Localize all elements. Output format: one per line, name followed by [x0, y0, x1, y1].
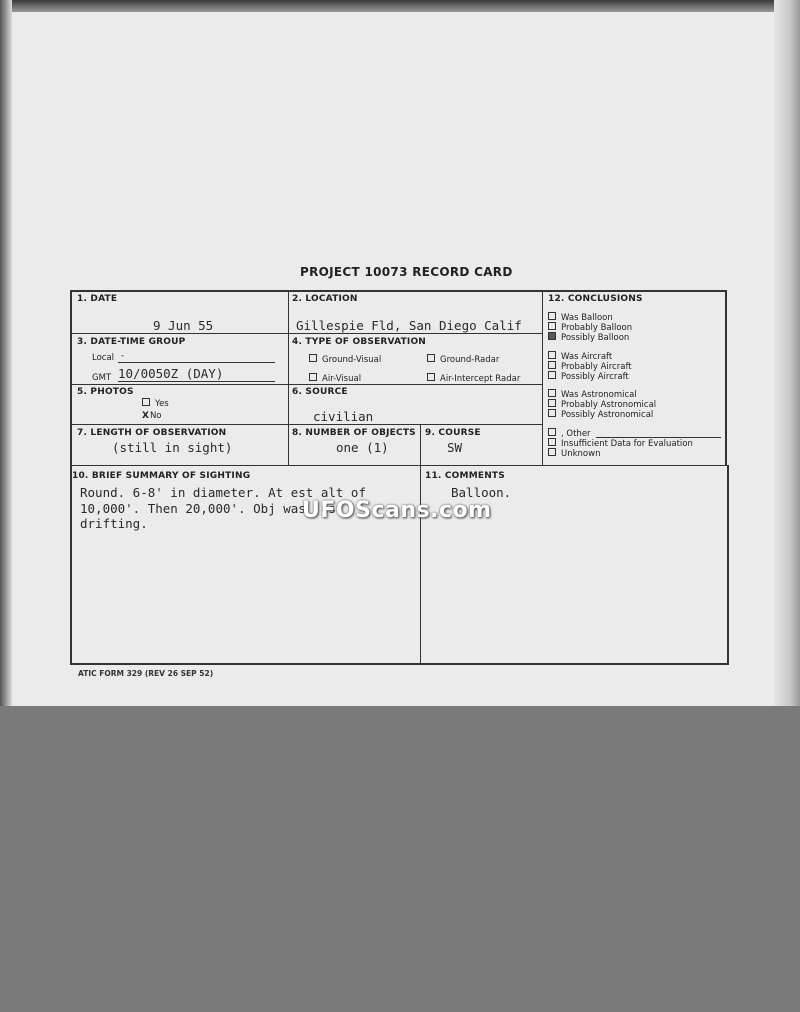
location-label: 2. LOCATION [292, 294, 358, 304]
concl-unknown [548, 448, 600, 459]
photos-no [142, 411, 162, 421]
concl-possibly-aircraft-label: Possibly Aircraft [561, 372, 629, 382]
observation-type-label: 4. TYPE OF OBSERVATION [292, 337, 427, 347]
concl-possibly-balloon-label: Possibly Balloon [561, 333, 630, 343]
summary-line-1: Round. 6-8' in diameter. At est alt of [80, 485, 366, 500]
frame-top [70, 290, 727, 292]
divider-col3 [542, 290, 543, 465]
length-label: 7. LENGTH OF OBSERVATION [77, 428, 227, 438]
obs-air-visual-checkbox [309, 373, 317, 381]
length-value: (still in sight) [112, 440, 233, 455]
location-value: Gillespie Fld, San Diego Calif [296, 318, 522, 333]
concl-unknown-checkbox [548, 448, 556, 456]
course-label: 9. COURSE [425, 428, 481, 438]
concl-probably-balloon-checkbox [548, 322, 556, 330]
concl-probably-astronomical-checkbox [548, 399, 556, 407]
scan-right-edge [774, 0, 800, 706]
summary-line-2: 10,000'. Then 20,000'. Obj was just [80, 501, 344, 516]
source-value: civilian [313, 409, 374, 424]
conclusions-label: 12. CONCLUSIONS [548, 294, 643, 304]
concl-possibly-astronomical-label: Possibly Astronomical [561, 410, 654, 420]
concl-insufficient-data-label: Insufficient Data for Evaluation [561, 439, 693, 449]
concl-probably-astronomical-label: Probably Astronomical [561, 400, 657, 410]
concl-was-balloon-label: Was Balloon [561, 313, 613, 323]
concl-probably-aircraft-checkbox [548, 361, 556, 369]
concl-other-checkbox [548, 428, 556, 436]
concl-possibly-astronomical [548, 409, 653, 420]
row-line-3 [70, 424, 542, 425]
card-title: PROJECT 10073 RECORD CARD [300, 265, 513, 279]
concl-possibly-aircraft-checkbox [548, 371, 556, 379]
obs-ground-visual-checkbox [309, 354, 317, 362]
obs-air-intercept-radar-checkbox [427, 373, 435, 381]
summary-label: 10. BRIEF SUMMARY OF SIGHTING [72, 471, 251, 481]
obs-ground-radar [427, 354, 499, 365]
frame-bottom [70, 663, 729, 665]
photos-yes [142, 398, 169, 409]
concl-was-astronomical-label: Was Astronomical [561, 390, 637, 400]
obs-ground-visual-label: Ground-Visual [322, 355, 382, 365]
objects-value: one (1) [336, 440, 389, 455]
photos-label: 5. PHOTOS [77, 387, 134, 397]
row-line-2 [70, 384, 542, 385]
concl-was-aircraft-checkbox [548, 351, 556, 359]
watermark: UFOScans.com [302, 498, 492, 523]
scan-top-edge [0, 0, 800, 12]
concl-probably-balloon-label: Probably Balloon [561, 323, 633, 333]
concl-was-astronomical-checkbox [548, 389, 556, 397]
concl-other-label: , Other [561, 429, 591, 439]
dtg-gmt-label: GMT [92, 373, 112, 383]
divider-col1 [288, 290, 289, 465]
obs-ground-radar-checkbox [427, 354, 435, 362]
obs-air-visual [309, 373, 361, 384]
concl-was-aircraft-label: Was Aircraft [561, 352, 613, 362]
obs-air-intercept-radar-label: Air-Intercept Radar [440, 374, 521, 384]
form-id: ATIC FORM 329 (REV 26 SEP 52) [78, 669, 214, 678]
dtg-gmt-line [118, 381, 275, 382]
obs-ground-visual [309, 354, 381, 365]
source-label: 6. SOURCE [292, 387, 348, 397]
concl-insufficient-data-checkbox [548, 438, 556, 446]
obs-ground-radar-label: Ground-Radar [440, 355, 500, 365]
obs-air-intercept-radar [427, 373, 520, 384]
comments-label: 11. COMMENTS [425, 471, 505, 481]
photos-no-label: No [149, 411, 162, 421]
concl-possibly-aircraft [548, 371, 629, 382]
concl-possibly-astronomical-checkbox [548, 409, 556, 417]
dtg-local-value: - [121, 351, 125, 361]
row-line-4 [70, 465, 727, 466]
concl-unknown-label: Unknown [561, 449, 601, 459]
dtg-local-line [118, 362, 275, 363]
course-value: SW [447, 440, 463, 455]
concl-was-balloon-checkbox [548, 312, 556, 320]
frame-right-upper [725, 290, 727, 465]
concl-probably-aircraft-label: Probably Aircraft [561, 362, 632, 372]
date-label: 1. DATE [77, 294, 118, 304]
photos-yes-checkbox [142, 398, 150, 406]
photos-yes-label: Yes [155, 399, 169, 409]
concl-possibly-balloon-checkbox [548, 332, 556, 340]
obs-air-visual-label: Air-Visual [322, 374, 362, 384]
concl-possibly-balloon [548, 332, 629, 343]
summary-line-3: drifting. [80, 516, 148, 531]
dtg-label: 3. DATE-TIME GROUP [77, 337, 186, 347]
dtg-local-label: Local [92, 353, 115, 363]
objects-label: 8. NUMBER OF OBJECTS [292, 428, 416, 438]
comments-value: Balloon. [451, 485, 512, 500]
dtg-gmt-value: 10/0050Z (DAY) [118, 366, 224, 381]
frame-right-lower [727, 465, 729, 665]
row-line-1 [70, 333, 542, 334]
scan-left-edge [0, 0, 12, 706]
date-value: 9 Jun 55 [153, 318, 214, 333]
photos-no-mark: X [142, 411, 149, 421]
scan-background [0, 706, 800, 1012]
divider-course [420, 424, 421, 664]
